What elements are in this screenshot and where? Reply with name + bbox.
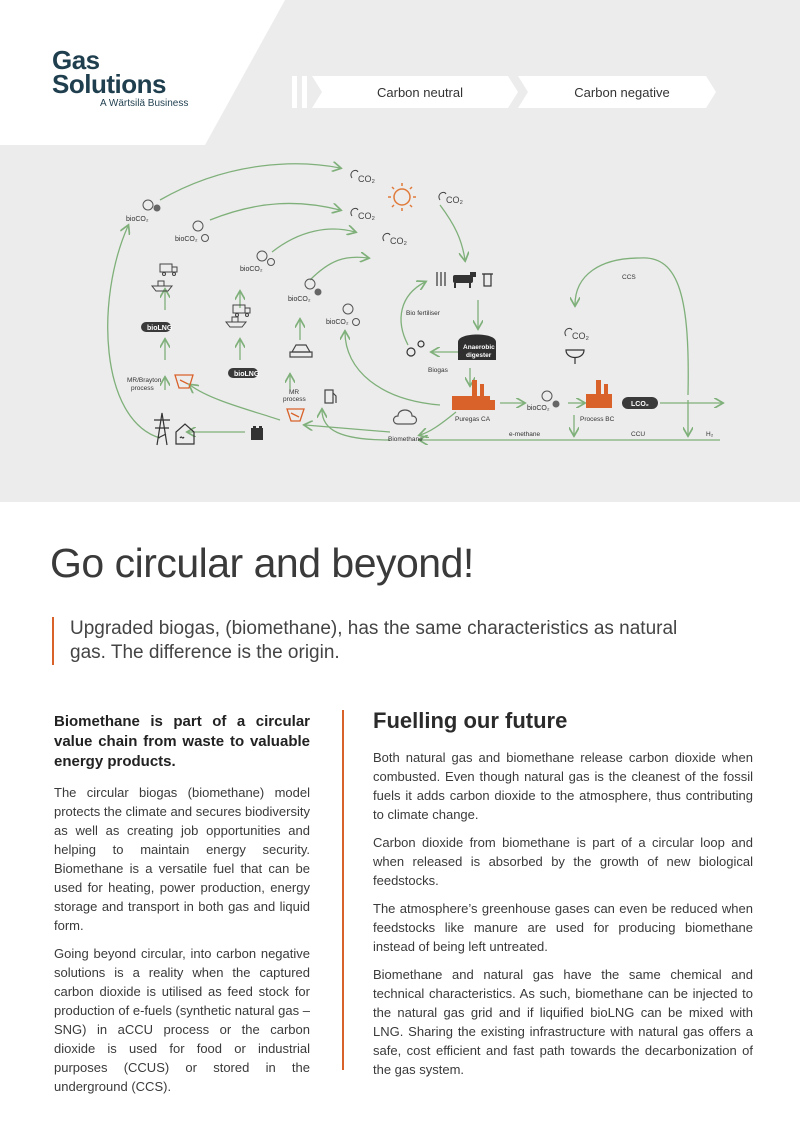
stripe	[302, 76, 307, 108]
svg-text:digester: digester	[466, 352, 492, 359]
circular-value-chain-diagram	[0, 145, 800, 502]
flow-arrow	[310, 257, 368, 280]
carbon-neutral-label: Carbon neutral	[377, 85, 463, 100]
lead-paragraph: Upgraded biogas, (biomethane), has the same characteristics as natural gas. The difference is the origin.	[52, 617, 690, 665]
bioco2-icon	[288, 279, 322, 303]
e-methane-label: e-methane	[509, 431, 541, 438]
flow-arrow	[190, 385, 280, 420]
crops-icon	[437, 272, 445, 286]
brand-name-line1: Gas	[52, 45, 100, 75]
storage-dome-icon	[566, 350, 584, 364]
ship-icon	[152, 281, 172, 291]
stripe	[292, 76, 297, 108]
biolng-tank-icon	[141, 322, 173, 332]
biomethane-cloud-icon	[394, 410, 417, 424]
svg-text:Anaerobic: Anaerobic	[463, 344, 495, 351]
svg-text:bioCO₂: bioCO₂	[175, 236, 198, 243]
ship-icon	[226, 317, 246, 327]
co2-cloud-icon	[565, 328, 590, 341]
right-paragraph-1: Both natural gas and biomethane release carbon dioxide when combusted. Even though natural gas is the cleanest of the fossil fuels it adds carbon dioxide to the atmosphere, thus contributing to climate change.	[373, 750, 753, 822]
column-divider	[342, 710, 344, 1070]
mr-process-label: MR	[289, 389, 300, 396]
mr-brayton-label: MR/Brayton	[127, 377, 162, 384]
brand-name-line2: Solutions	[52, 69, 166, 99]
svg-text:LCO₂: LCO₂	[631, 401, 649, 408]
svg-text:bioLNG: bioLNG	[147, 325, 173, 332]
svg-text:bioCO₂: bioCO₂	[240, 266, 263, 273]
truck-icon	[160, 264, 177, 276]
brand-logo	[52, 45, 189, 109]
flow-arrow	[160, 164, 340, 200]
right-paragraph-3: The atmosphere’s greenhouse gases can even be reduced when feedstocks like manure are used for producing biomethane instead of being left untreated.	[373, 901, 753, 954]
bioco2-icon	[527, 391, 560, 412]
flow-arrow	[210, 203, 340, 220]
biolng-tank-icon	[228, 368, 260, 378]
lco2-tank-icon	[622, 397, 658, 409]
svg-text:bioCO₂: bioCO₂	[527, 405, 550, 412]
fuel-pump-icon	[325, 390, 336, 403]
svg-text:bioLNG: bioLNG	[234, 371, 260, 378]
gears-icon	[407, 341, 424, 356]
co2-label: CO₂	[358, 211, 375, 221]
right-paragraph-4: Biomethane and natural gas have the same chemical and technical characteristics. As such, biomethane can be injected to the natural gas grid and if liquified bioLNG can be mixed with LNG. Sharing the existing infrastructure with natural gas offers a safe, cost efficient and fast path towards the decarbonization of the gas system.	[373, 967, 753, 1077]
power-pylon-icon	[154, 413, 170, 445]
truck-icon	[233, 305, 250, 317]
left-heading: Biomethane is part of a circular value chain from waste to valuable energy products.	[54, 713, 310, 770]
mr-brayton-label-2: process	[131, 385, 154, 392]
flow-arrow	[440, 205, 465, 260]
flow-arrow	[420, 412, 456, 435]
left-paragraph-1: The circular biogas (biomethane) model protects the climate and secures biodiversity as well as creating job opportunities and helping to maintain energy security. Biomethane is a versatile fuel that can be used for heating, power production, energy storage and transport in both gas and liquid form.	[54, 785, 310, 933]
right-heading: Fuelling our future	[373, 708, 568, 733]
svg-text:bioCO₂: bioCO₂	[288, 296, 311, 303]
mr-process-label-2: process	[283, 396, 306, 403]
left-paragraph-2: Going beyond circular, into carbon negative solutions is a reality when the captured carbon dioxide is utilised as feed stock for production of e-fuels (synthetic natural gas – SNG) in aCCU process or the carbon dioxide is used for food or industrial purposes (CCUS) or stored in the underground (CCS).	[54, 946, 310, 1094]
house-heating-icon	[176, 424, 194, 444]
bioco2-icon	[240, 251, 275, 273]
car-icon	[290, 345, 312, 357]
ccu-label: CCU	[631, 431, 646, 438]
sun-icon	[388, 183, 416, 211]
co2-cloud-icon	[351, 208, 376, 221]
biogas-label: Biogas	[428, 367, 448, 374]
left-column	[54, 712, 310, 1105]
brand-tagline: A Wärtsilä Business	[100, 98, 189, 109]
process-bc-plant-icon	[586, 380, 612, 408]
carbon-negative-label: Carbon negative	[574, 85, 670, 100]
flow-arrow	[345, 332, 440, 405]
bioco2-icon	[326, 304, 360, 326]
mr-process-icon	[287, 409, 304, 421]
mr-brayton-process-icon	[175, 375, 193, 388]
co2-cloud-icon	[439, 192, 464, 205]
flow-arrow	[272, 229, 355, 252]
co2-label: CO₂	[572, 331, 589, 341]
puregas-label: Puregas CA	[455, 416, 491, 423]
battery-icon	[251, 426, 263, 440]
h2-label: H₂	[706, 431, 714, 438]
co2-label: CO₂	[358, 174, 375, 184]
ccs-label: CCS	[622, 274, 636, 281]
co2-cloud-icon	[351, 170, 376, 184]
bioco2-icon	[126, 200, 161, 223]
flow-arrow	[305, 425, 390, 432]
page-title: Go circular and beyond!	[50, 540, 474, 586]
svg-text:bioCO₂: bioCO₂	[126, 216, 149, 223]
right-paragraph-2: Carbon dioxide from biomethane is part of a circular loop and when released is absorbed by the growth of new biological feedstocks.	[373, 835, 753, 888]
co2-label: CO₂	[446, 195, 463, 205]
right-column	[373, 708, 753, 1088]
anaerobic-digester-icon	[458, 335, 496, 361]
svg-text:bioCO₂: bioCO₂	[326, 319, 349, 326]
waste-bin-icon	[482, 274, 493, 286]
process-bc-label: Process BC	[580, 416, 615, 423]
flow-arrow	[322, 410, 390, 440]
co2-label: CO₂	[390, 236, 407, 246]
cow-icon	[453, 272, 476, 288]
bio-fertiliser-label: Bio fertiliser	[406, 310, 440, 317]
puregas-ca-plant-icon	[452, 380, 495, 410]
bioco2-icon	[175, 221, 209, 243]
biomethane-label: Biomethane	[388, 436, 423, 443]
co2-cloud-icon	[383, 233, 408, 246]
